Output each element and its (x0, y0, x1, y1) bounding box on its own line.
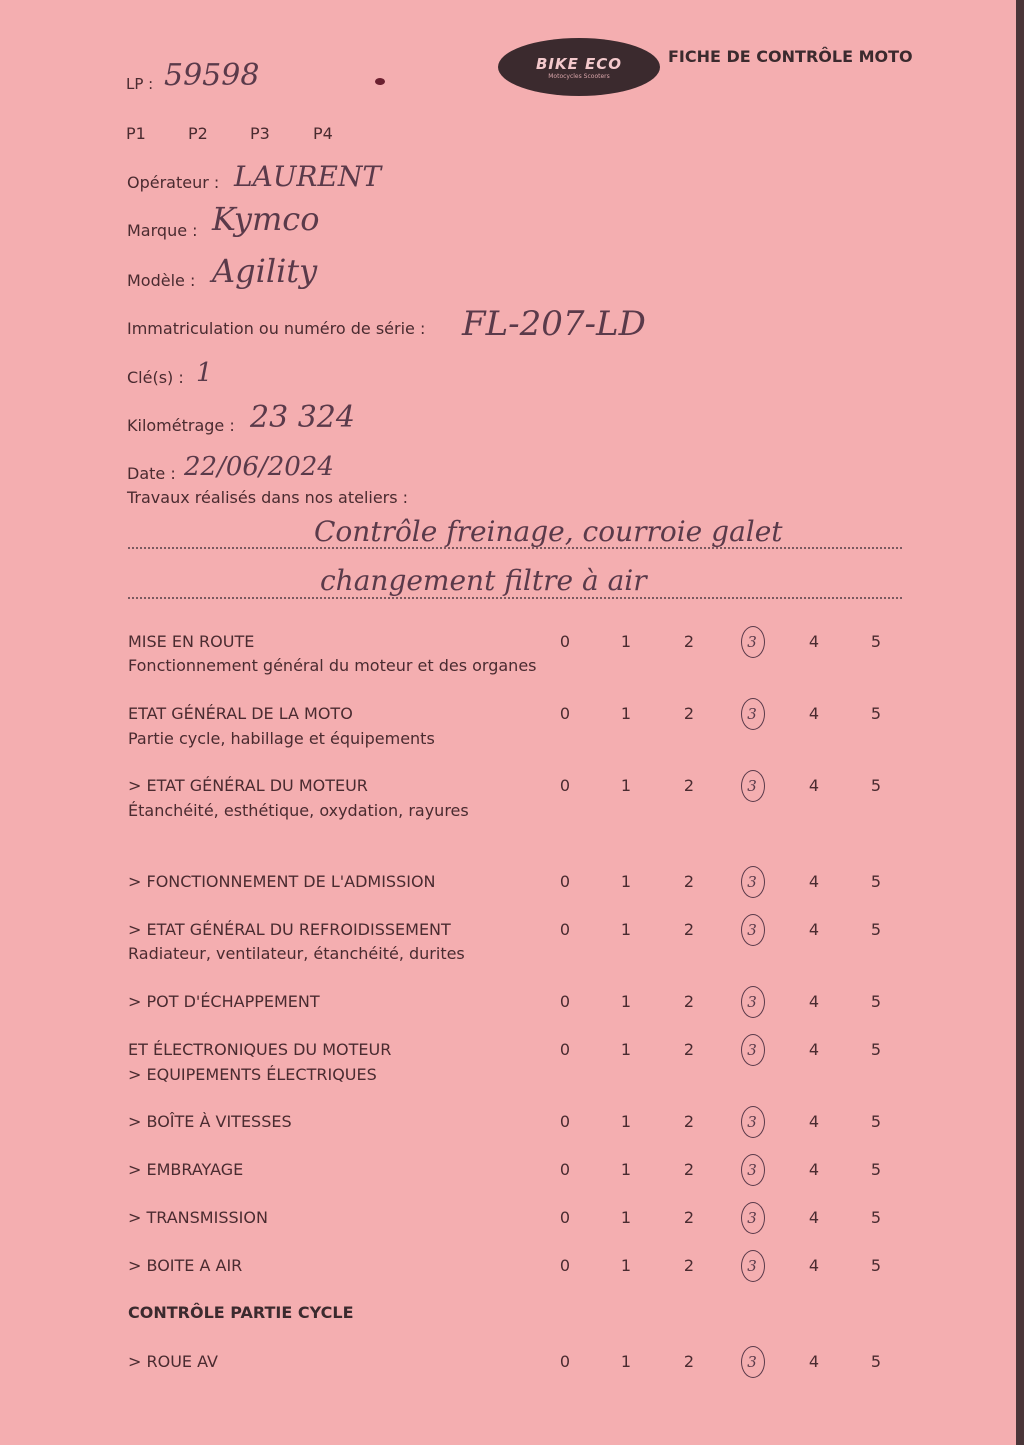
score-option[interactable]: 5 (870, 1040, 882, 1059)
score-option-selected[interactable]: 3 (747, 1257, 757, 1275)
checklist-item-title: ETAT GÉNÉRAL DE LA MOTO (128, 704, 353, 723)
score-option[interactable]: 1 (620, 704, 632, 723)
checklist-item-title: > FONCTIONNEMENT DE L'ADMISSION (128, 872, 436, 891)
model-label: Modèle : (127, 271, 196, 290)
score-option[interactable]: 2 (683, 1352, 695, 1371)
score-option[interactable]: 2 (683, 872, 695, 891)
score-option-selected[interactable]: 3 (747, 705, 757, 723)
score-option[interactable]: 4 (808, 1352, 820, 1371)
operator-label: Opérateur : (127, 173, 220, 192)
checklist-item-subtitle: Étanchéité, esthétique, oxydation, rayures (128, 801, 469, 820)
score-option[interactable]: 0 (559, 1208, 571, 1227)
position-p2: P2 (188, 124, 208, 143)
checklist-item-subtitle: Partie cycle, habillage et équipements (128, 729, 435, 748)
score-option[interactable]: 0 (559, 704, 571, 723)
score-option-selected[interactable]: 3 (747, 993, 757, 1011)
score-option[interactable]: 4 (808, 1160, 820, 1179)
score-option[interactable]: 5 (870, 920, 882, 939)
dotted-line-2 (128, 597, 902, 599)
score-option-selected[interactable]: 3 (747, 1041, 757, 1059)
position-p1: P1 (126, 124, 146, 143)
checklist-item-title: > EQUIPEMENTS ÉLECTRIQUES (128, 1065, 377, 1084)
score-option[interactable]: 2 (683, 992, 695, 1011)
score-option[interactable]: 1 (620, 992, 632, 1011)
checklist-item-title: > ETAT GÉNÉRAL DU MOTEUR (128, 776, 368, 795)
score-option[interactable]: 1 (620, 1208, 632, 1227)
score-option[interactable]: 4 (808, 1112, 820, 1131)
ink-spot (375, 78, 385, 85)
keys-label: Clé(s) : (127, 368, 184, 387)
score-option[interactable]: 1 (620, 1160, 632, 1179)
works-line-2: changement filtre à air (320, 564, 647, 597)
score-option[interactable]: 1 (620, 632, 632, 651)
score-option[interactable]: 4 (808, 1208, 820, 1227)
checklist-item-title: > BOITE A AIR (128, 1256, 243, 1275)
checklist-item-title: > ROUE AV (128, 1352, 218, 1371)
score-option[interactable]: 0 (559, 1352, 571, 1371)
score-option[interactable]: 0 (559, 776, 571, 795)
registration-label: Immatriculation ou numéro de série : (127, 319, 426, 338)
score-option-selected[interactable]: 3 (747, 1113, 757, 1131)
score-option[interactable]: 5 (870, 992, 882, 1011)
checklist-item-title: MISE EN ROUTE (128, 632, 255, 651)
score-option[interactable]: 4 (808, 704, 820, 723)
checklist-item-subtitle: Radiateur, ventilateur, étanchéité, durites (128, 944, 465, 963)
score-option[interactable]: 1 (620, 1352, 632, 1371)
score-option[interactable]: 5 (870, 1352, 882, 1371)
brand-value: Kymco (212, 200, 320, 238)
operator-value: LAURENT (234, 160, 382, 193)
score-option[interactable]: 5 (870, 1160, 882, 1179)
score-option[interactable]: 2 (683, 1208, 695, 1227)
score-option-selected[interactable]: 3 (747, 1209, 757, 1227)
score-option-selected[interactable]: 3 (747, 1353, 757, 1371)
score-option[interactable]: 4 (808, 872, 820, 891)
score-option[interactable]: 0 (559, 632, 571, 651)
mileage-value: 23 324 (250, 400, 355, 435)
score-option[interactable]: 4 (808, 1040, 820, 1059)
works-line-1: Contrôle freinage, courroie galet (314, 515, 783, 548)
score-option[interactable]: 5 (870, 632, 882, 651)
score-option[interactable]: 4 (808, 1256, 820, 1275)
score-option[interactable]: 1 (620, 872, 632, 891)
section-cycle-title: CONTRÔLE PARTIE CYCLE (128, 1303, 354, 1322)
score-option-selected[interactable]: 3 (747, 633, 757, 651)
score-option[interactable]: 1 (620, 920, 632, 939)
score-option[interactable]: 0 (559, 872, 571, 891)
score-option[interactable]: 4 (808, 776, 820, 795)
position-p4: P4 (313, 124, 333, 143)
score-option[interactable]: 2 (683, 1040, 695, 1059)
checklist-item-title: > POT D'ÉCHAPPEMENT (128, 992, 320, 1011)
checklist-item-title: > BOÎTE À VITESSES (128, 1112, 292, 1131)
score-option[interactable]: 5 (870, 704, 882, 723)
score-option[interactable]: 0 (559, 1040, 571, 1059)
sheet-edge-shadow (1016, 0, 1024, 1445)
score-option[interactable]: 4 (808, 992, 820, 1011)
score-option[interactable]: 1 (620, 1040, 632, 1059)
score-option[interactable]: 1 (620, 776, 632, 795)
score-option[interactable]: 4 (808, 632, 820, 651)
score-option[interactable]: 0 (559, 1256, 571, 1275)
lp-value: 59598 (164, 58, 260, 93)
score-option[interactable]: 5 (870, 776, 882, 795)
lp-label: LP : (126, 75, 154, 93)
score-option-selected[interactable]: 3 (747, 1161, 757, 1179)
mileage-label: Kilométrage : (127, 416, 235, 435)
registration-value: FL-207-LD (462, 304, 646, 344)
score-option[interactable]: 2 (683, 632, 695, 651)
score-option-selected[interactable]: 3 (747, 921, 757, 939)
date-value: 22/06/2024 (184, 452, 334, 482)
score-option[interactable]: 0 (559, 1160, 571, 1179)
dotted-line-1 (128, 547, 902, 549)
score-option[interactable]: 0 (559, 992, 571, 1011)
date-label: Date : (127, 464, 176, 483)
logo-tagline: Motocycles Scooters (548, 72, 610, 80)
score-option[interactable]: 5 (870, 872, 882, 891)
score-option[interactable]: 0 (559, 1112, 571, 1131)
checklist-item-subtitle: Fonctionnement général du moteur et des organes (128, 656, 537, 675)
score-option[interactable]: 4 (808, 920, 820, 939)
score-option[interactable]: 0 (559, 920, 571, 939)
brand-label: Marque : (127, 221, 198, 240)
logo-text: BIKE ECO (535, 54, 623, 73)
score-option-selected[interactable]: 3 (747, 873, 757, 891)
works-label: Travaux réalisés dans nos ateliers : (127, 488, 409, 507)
keys-value: 1 (196, 358, 213, 388)
checklist-item-title: > ETAT GÉNÉRAL DU REFROIDISSEMENT (128, 920, 451, 939)
score-option[interactable]: 2 (683, 776, 695, 795)
score-option[interactable]: 2 (683, 704, 695, 723)
score-option[interactable]: 5 (870, 1112, 882, 1131)
score-option[interactable]: 1 (620, 1112, 632, 1131)
score-option[interactable]: 5 (870, 1208, 882, 1227)
checklist-item-title: > TRANSMISSION (128, 1208, 268, 1227)
score-option[interactable]: 2 (683, 920, 695, 939)
score-option[interactable]: 2 (683, 1160, 695, 1179)
checklist-item-title: > EMBRAYAGE (128, 1160, 244, 1179)
checklist-item-subtitle: ET ÉLECTRONIQUES DU MOTEUR (128, 1040, 392, 1059)
model-value: Agility (212, 252, 318, 290)
score-option[interactable]: 1 (620, 1256, 632, 1275)
score-option[interactable]: 2 (683, 1112, 695, 1131)
score-option[interactable]: 5 (870, 1256, 882, 1275)
brand-logo (498, 38, 660, 96)
form-title: FICHE DE CONTRÔLE MOTO (668, 47, 913, 66)
score-option-selected[interactable]: 3 (747, 777, 757, 795)
score-option[interactable]: 2 (683, 1256, 695, 1275)
position-p3: P3 (250, 124, 270, 143)
